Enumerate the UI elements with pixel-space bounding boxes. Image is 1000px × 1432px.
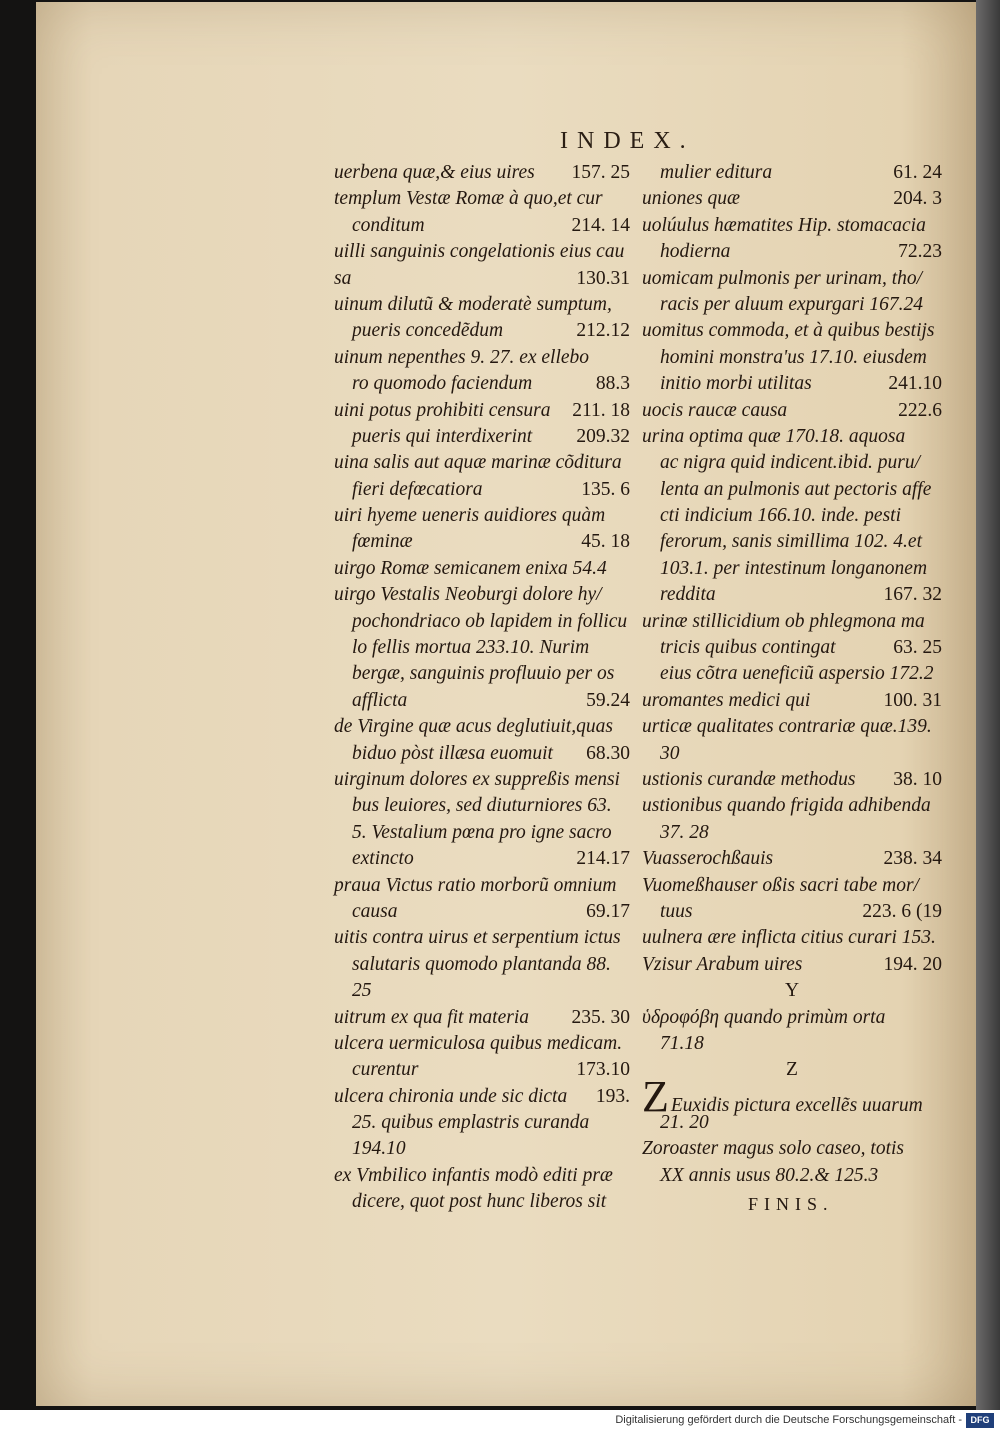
index-entry-line — [334, 741, 630, 767]
index-entry-text: uilli sanguinis congelationis eius cau — [334, 241, 625, 263]
index-entry-text: uini potus prohibiti censura — [334, 399, 551, 421]
index-entry-line — [334, 767, 630, 793]
index-entry-text: uomicam pulmonis per urinam, tho/ — [642, 267, 923, 289]
index-entry-text: bergæ, sanguinis profluuio per os — [352, 663, 615, 685]
index-entry-line — [642, 873, 942, 899]
index-entry-text: pueris qui interdixerint — [352, 425, 533, 447]
finis-label: FINIS. — [748, 1194, 834, 1214]
index-entry-line — [334, 899, 630, 925]
index-entry-text: Zoroaster magus solo caseo, totis — [642, 1138, 905, 1160]
drop-initial: Z — [642, 1071, 669, 1121]
index-entry-text: 37. 28 — [660, 821, 709, 843]
index-entry-line — [334, 477, 630, 503]
index-entry-text: 103.1. per intestinum longanonem — [660, 557, 928, 579]
index-entry-text: urinæ stillicidium ob phlegmona ma — [642, 610, 925, 632]
index-entry-line — [334, 873, 630, 899]
index-entry-line — [642, 1163, 942, 1189]
index-entry-line — [642, 213, 942, 239]
index-entry-line — [334, 1057, 630, 1083]
index-entry-line — [642, 952, 942, 978]
page-reference: 135. 6 — [581, 478, 630, 500]
index-entry-line — [642, 345, 942, 371]
index-letter-heading — [642, 1057, 942, 1083]
index-entry-line — [334, 371, 630, 397]
index-entry-line — [334, 925, 630, 951]
index-entry-line — [642, 318, 942, 344]
index-entry-line — [334, 213, 630, 239]
index-entry-text — [642, 1071, 923, 1121]
index-entry-text: biduo pòst illæsa euomuit — [352, 742, 553, 764]
index-entry-text: Vzisur Arabum uires — [642, 953, 803, 975]
index-entry-text: pochondriaco ob lapidem in follicu — [352, 610, 628, 632]
index-entry-line — [642, 292, 942, 318]
index-entry-text: hodierna — [660, 241, 731, 263]
index-entry-line — [642, 1005, 942, 1031]
index-entry-text: causa — [352, 900, 398, 922]
index-entry-line — [642, 371, 942, 397]
page-reference: 211. 18 — [572, 399, 630, 421]
page-reference: 173.10 — [576, 1059, 630, 1081]
index-entry-line — [642, 925, 942, 951]
index-entry-line — [642, 266, 942, 292]
page-reference: 45. 18 — [581, 531, 630, 553]
index-entry-line — [642, 160, 942, 186]
page-reference: 88.3 — [595, 373, 630, 395]
index-entry-text: 25 — [352, 980, 372, 1002]
index-entry-text: ac nigra quid indicent.ibid. puru/ — [660, 452, 920, 474]
index-entry-text: extincto — [352, 848, 414, 870]
index-entry-text: templum Vestæ Romæ à quo,et cur — [334, 188, 603, 210]
index-entry-line — [642, 477, 942, 503]
index-entry-text: 194.10 — [352, 1138, 406, 1160]
index-entry-line — [642, 582, 942, 608]
page-reference: 68.30 — [586, 742, 630, 764]
index-entry-text: uomitus commoda, et à quibus bestijs — [642, 320, 935, 342]
index-entry-text: lenta an pulmonis aut pectoris affe — [660, 478, 932, 500]
page-reference: 72.23 — [898, 241, 942, 263]
index-entry-text: conditum — [352, 214, 425, 236]
index-entry-text: racis per aluum expurgari 167.24 — [660, 293, 924, 315]
page-reference: 214.17 — [576, 848, 630, 870]
page-reference: 241.10 — [888, 373, 942, 395]
index-entry-text: tricis quibus contingat — [660, 637, 836, 659]
funding-notice: Digitalisierung gefördert durch die Deutsche Forschungsgemeinschaft - — [615, 1414, 962, 1426]
page-reference: 69.17 — [586, 900, 630, 922]
index-entry-text: uitis contra uirus et serpentium ictus — [334, 927, 621, 949]
index-entry-line — [334, 582, 630, 608]
index-entry-line — [334, 450, 630, 476]
index-entry-line — [334, 266, 630, 292]
index-entry-line — [642, 688, 942, 714]
page-reference: 167. 32 — [883, 584, 942, 606]
index-entry-line — [334, 609, 630, 635]
page-reference: 214. 14 — [571, 214, 630, 236]
index-entry-text: uina salis aut aquæ marinæ cõditura — [334, 452, 622, 474]
index-entry-line — [334, 318, 630, 344]
index-entry-line — [642, 767, 942, 793]
index-entry-text: afflicta — [352, 689, 408, 711]
index-entry-line — [642, 609, 942, 635]
page-reference: 212.12 — [576, 320, 630, 342]
index-entry-line — [334, 186, 630, 212]
index-entry-text: Z — [786, 1059, 798, 1081]
index-entry-line — [334, 160, 630, 186]
index-entry-line — [334, 556, 630, 582]
index-entry-line — [642, 529, 942, 555]
index-entry-line — [334, 1031, 630, 1057]
index-entry-line — [334, 635, 630, 661]
page-reference: 38. 10 — [893, 768, 942, 790]
index-entry-line — [334, 398, 630, 424]
index-entry-text: Vuasserochßauis — [642, 848, 774, 870]
index-entry-line — [334, 345, 630, 371]
index-entry-line — [334, 1005, 630, 1031]
index-entry-text: ustionis curandæ methodus — [642, 768, 856, 790]
index-entry-line — [334, 952, 630, 978]
page-reference: 194. 20 — [883, 953, 942, 975]
index-entry-line — [334, 529, 630, 555]
index-entry-text: uulnera ære inflicta citius curari 153. — [642, 927, 936, 949]
index-entry-text: uinum nepenthes 9. 27. ex ellebo — [334, 346, 590, 368]
index-entry-text: 21. 20 — [660, 1112, 709, 1134]
index-entry-text: cti indicium 166.10. inde. pesti — [660, 505, 902, 527]
index-entry-line — [334, 1163, 630, 1189]
index-entry-line — [642, 1031, 942, 1057]
running-head: INDEX. — [560, 128, 695, 154]
index-entry-line — [334, 503, 630, 529]
index-entry-text: uolúulus hæmatites Hip. stomacacia — [642, 214, 926, 236]
index-entry-text: mulier editura — [660, 162, 773, 183]
index-entry-line — [334, 424, 630, 450]
index-entry-line — [642, 793, 942, 819]
page-reference: 235. 30 — [571, 1006, 630, 1028]
index-entry-line — [642, 635, 942, 661]
index-entry-line — [334, 292, 630, 318]
index-entry-text: uocis raucæ causa — [642, 399, 788, 421]
index-entry-line — [334, 793, 630, 819]
index-entry-text: homini monstra'us 17.10. eiusdem — [660, 346, 927, 368]
index-entry-text: initio morbi utilitas — [660, 373, 812, 395]
index-entry-line — [334, 239, 630, 265]
index-entry-text: ustionibus quando frigida adhibenda — [642, 795, 931, 817]
index-entry-line — [642, 556, 942, 582]
index-entry-text: uniones quæ — [642, 188, 741, 210]
index-entry-text: sa — [334, 267, 352, 289]
index-entry-text: praua Victus ratio morborũ omnium — [334, 874, 617, 896]
page-reference: 63. 25 — [893, 637, 942, 659]
index-entry-line — [334, 846, 630, 872]
page-reference: 100. 31 — [883, 689, 942, 711]
index-entry-text: 5. Vestalium pœna pro igne sacro — [352, 821, 612, 843]
index-entry-line — [642, 661, 942, 687]
page-reference: 59.24 — [586, 689, 630, 711]
index-entry-line — [642, 846, 942, 872]
index-entry-text: tuus — [660, 900, 693, 922]
index-entry-line — [642, 450, 942, 476]
index-entry-text: uitrum ex qua fit materia — [334, 1006, 529, 1028]
index-entry-text: uinum dilutũ & moderatè sumptum, — [334, 293, 612, 315]
index-column-left — [334, 160, 630, 1216]
index-entry-text: 25. quibus emplastris curanda — [352, 1112, 590, 1134]
index-entry-text: uerbena quæ,& eius uires — [334, 162, 535, 183]
index-entry-line — [334, 1110, 630, 1136]
index-entry-text: uirgo Romæ semicanem enixa 54.4 — [334, 557, 607, 579]
index-entry-text: lo fellis mortua 233.10. Nurim — [352, 637, 590, 659]
index-column-right — [642, 160, 942, 1189]
index-entry-line — [642, 239, 942, 265]
index-entry-line — [642, 741, 942, 767]
index-entry-text: de Virgine quæ acus deglutiuit,quas — [334, 716, 613, 738]
index-entry-line — [642, 1136, 942, 1162]
index-entry-text: Vuomeßhauser oßis sacri tabe mor/ — [642, 874, 919, 896]
index-entry-text: ro quomodo faciendum — [352, 373, 533, 395]
index-entry-text: reddita — [660, 584, 716, 606]
index-entry-line — [334, 1189, 630, 1215]
index-entry-text: ex Vmbilico infantis modò editi præ — [334, 1164, 613, 1186]
index-entry-text: fieri defœcatiora — [352, 478, 483, 500]
page-reference: 61. 24 — [893, 162, 942, 183]
index-entry-text: ferorum, sanis simillima 102. 4.et — [660, 531, 922, 553]
index-entry-line — [642, 899, 942, 925]
index-entry-text: ὑδροφόβη quando primùm orta — [642, 1006, 886, 1028]
index-entry-line — [642, 424, 942, 450]
page-reference: 157. 25 — [571, 162, 630, 183]
index-entry-line — [334, 978, 630, 1004]
index-entry-text: fœminæ — [352, 531, 413, 553]
index-entry-line — [642, 398, 942, 424]
index-entry-line — [334, 714, 630, 740]
page-reference: 193. — [595, 1085, 630, 1107]
scan-edge — [976, 0, 1000, 1410]
index-entry-line — [334, 661, 630, 687]
page-reference: 209.32 — [576, 425, 630, 447]
index-entry-text: uiri hyeme ueneris auidiores quàm — [334, 505, 606, 527]
index-entry-text: 71.18 — [660, 1032, 704, 1054]
page-reference: 204. 3 — [893, 188, 942, 210]
index-letter-heading — [642, 978, 942, 1004]
index-entry-line — [642, 820, 942, 846]
index-entry-line — [334, 688, 630, 714]
page-reference: 223. 6 (19 — [862, 900, 942, 922]
index-entry-text: 30 — [660, 742, 680, 764]
page-reference: 238. 34 — [883, 848, 942, 870]
index-entry-text: salutaris quomodo plantanda 88. — [352, 953, 611, 975]
index-entry-text: pueris concedẽdum — [352, 320, 504, 342]
index-entry-text: XX annis usus 80.2.& 125.3 — [660, 1164, 879, 1186]
dfg-logo-icon: DFG — [966, 1413, 994, 1428]
index-entry-text: ulcera chironia unde sic dicta — [334, 1085, 568, 1107]
page-reference: 222.6 — [898, 399, 942, 421]
index-entry-line — [642, 503, 942, 529]
footer-bar — [0, 1410, 1000, 1432]
index-entry-line — [642, 1071, 942, 1121]
index-entry-text: eius cõtra ueneficiũ aspersio 172.2 — [660, 663, 934, 685]
index-entry-line — [334, 820, 630, 846]
index-entry-text: ulcera uermiculosa quibus medicam. — [334, 1032, 623, 1054]
index-entry-text: Y — [784, 980, 800, 1002]
index-entry-text: urticæ qualitates contrariæ quæ.139. — [642, 716, 932, 738]
index-entry-text: urina optima quæ 170.18. aquosa — [642, 425, 906, 447]
index-entry-text: uirgo Vestalis Neoburgi dolore hy/ — [334, 584, 602, 606]
index-entry-line — [334, 1136, 630, 1162]
index-entry-line — [334, 1084, 630, 1110]
index-entry-text: uirginum dolores ex suppreßis mensi — [334, 768, 620, 790]
index-entry-text: curentur — [352, 1059, 419, 1081]
index-entry-text: uromantes medici qui — [642, 689, 811, 711]
index-entry-line — [642, 714, 942, 740]
index-entry-text: bus leuiores, sed diuturniores 63. — [352, 795, 612, 817]
page-reference: 130.31 — [576, 267, 630, 289]
index-entry-line — [642, 186, 942, 212]
index-entry-rest: Euxidis pictura excellẽs uuarum — [670, 1094, 923, 1116]
index-entry-text: dicere, quot post hunc liberos sit — [352, 1191, 607, 1213]
